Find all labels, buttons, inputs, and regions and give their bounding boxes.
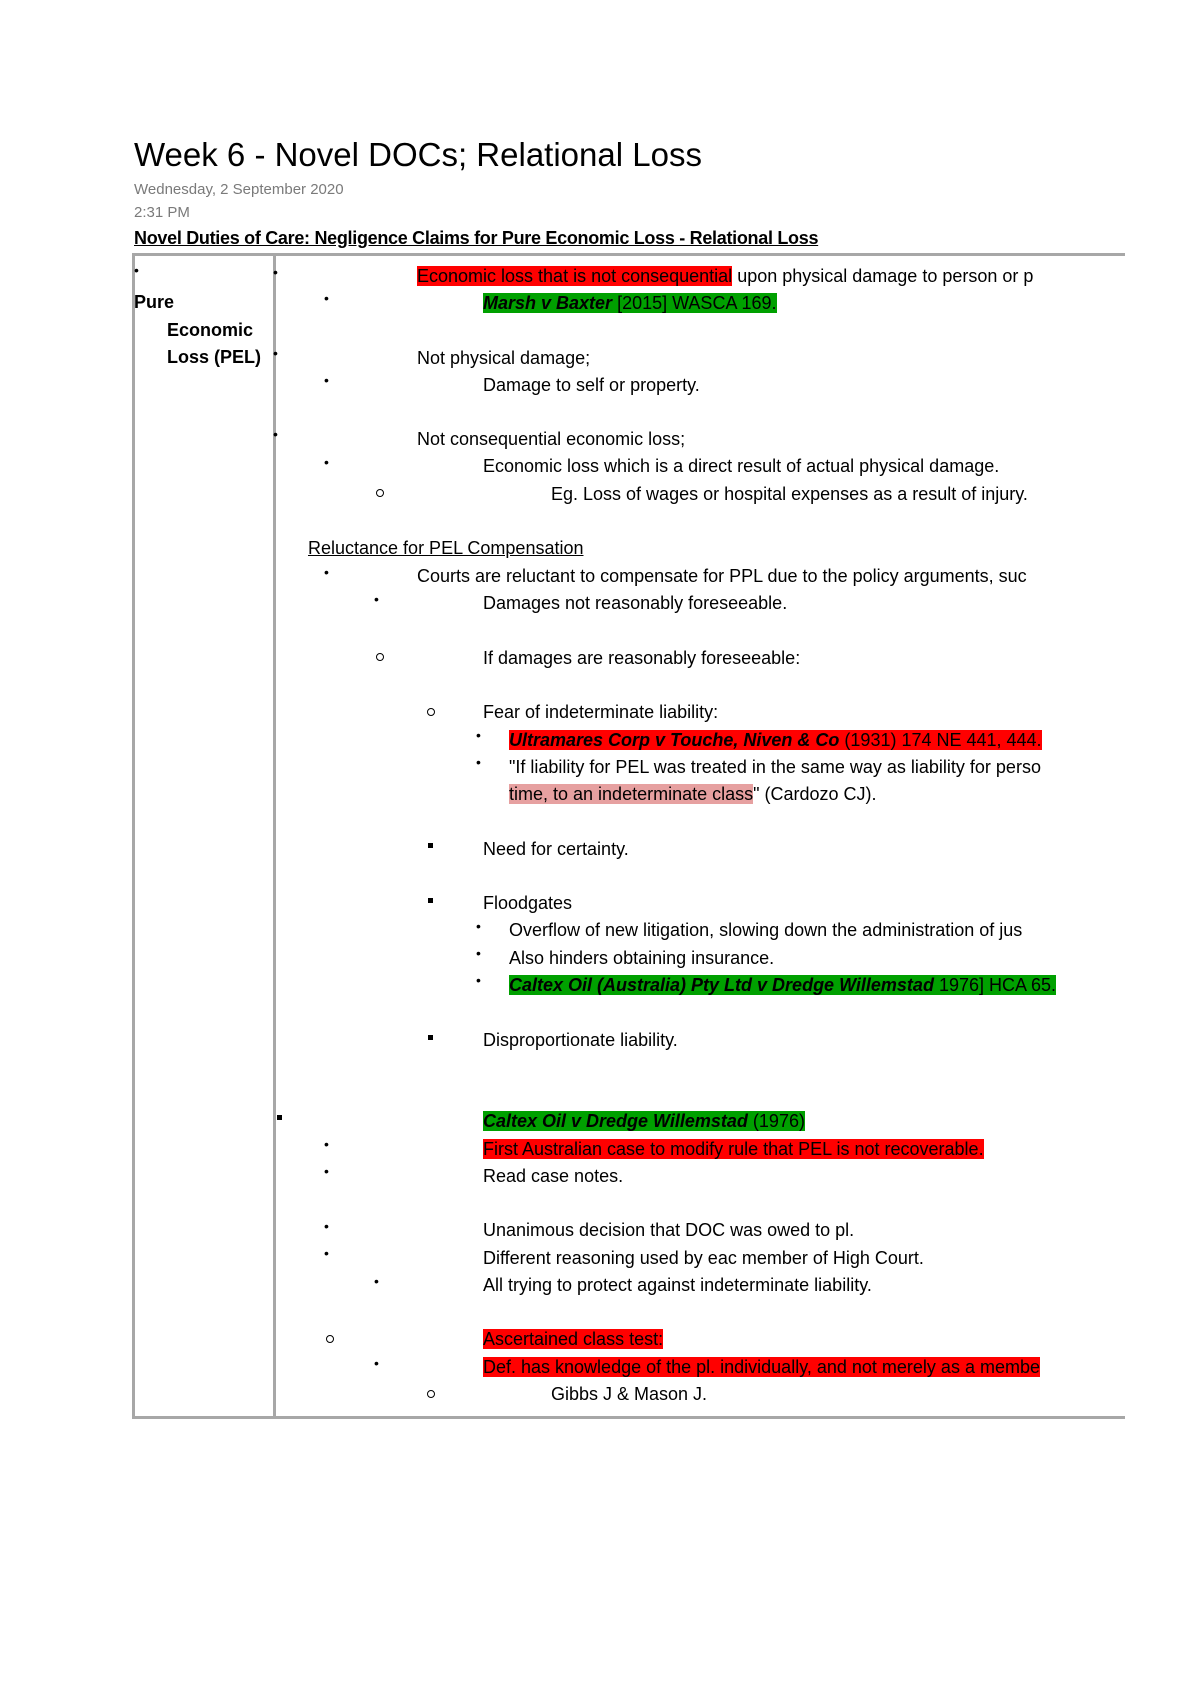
case-name: Caltex Oil (Australia) Pty Ltd v Dredge Willemstad bbox=[509, 975, 934, 995]
bullet-dot: • bbox=[476, 972, 481, 988]
note-line: Damage to self or property. bbox=[483, 375, 700, 395]
bullet-dot: • bbox=[273, 345, 278, 361]
bullet-dot: • bbox=[273, 426, 278, 442]
subheading: Reluctance for PEL Compensation bbox=[308, 538, 584, 558]
note-line: Need for certainty. bbox=[483, 839, 629, 859]
highlight-red: Economic loss that is not consequential bbox=[417, 266, 733, 286]
note-line: If damages are reasonably foreseeable: bbox=[483, 648, 801, 668]
highlight-green bbox=[483, 1111, 805, 1131]
section-heading: Novel Duties of Care: Negligence Claims for Pure Economic Loss - Relational Loss bbox=[134, 228, 819, 248]
bullet-square bbox=[428, 898, 433, 903]
note-line: Not physical damage; bbox=[417, 348, 591, 368]
note-line bbox=[483, 1355, 1040, 1379]
topic-line-2: Economic bbox=[167, 319, 254, 340]
topic-line-1: Pure bbox=[134, 292, 175, 312]
bullet-dot: • bbox=[324, 290, 329, 306]
bullet-dot: • bbox=[374, 591, 379, 607]
highlight-red: Ascertained class test: bbox=[483, 1329, 664, 1349]
highlight-green bbox=[483, 293, 777, 313]
bullet-dot: • bbox=[476, 727, 481, 743]
bullet-circle bbox=[326, 1335, 334, 1343]
bullet-dot: • bbox=[476, 945, 481, 961]
case-citation bbox=[509, 728, 1042, 752]
case-cite: (1976) bbox=[747, 1111, 805, 1131]
quote-end: " (Cardozo CJ). bbox=[753, 784, 877, 804]
page-time: 2:31 PM bbox=[134, 204, 190, 221]
bullet-dot: • bbox=[324, 372, 329, 388]
note-line: Courts are reluctant to compensate for PPL due to the policy arguments, suc bbox=[417, 566, 1027, 586]
topic-cell bbox=[134, 263, 261, 372]
note-line: Read case notes. bbox=[483, 1166, 624, 1186]
note-line: Floodgates bbox=[483, 893, 573, 913]
bullet-circle bbox=[427, 1390, 435, 1398]
bullet-dot: • bbox=[134, 262, 139, 278]
note-line: Also hinders obtaining insurance. bbox=[509, 948, 775, 968]
bullet-dot: • bbox=[273, 264, 278, 280]
quote-line bbox=[509, 782, 877, 806]
note-text: upon physical damage to person or p bbox=[732, 266, 1034, 286]
highlight-red: First Australian case to modify rule that PEL is not recoverable. bbox=[483, 1139, 984, 1159]
bullet-dot: • bbox=[374, 1355, 379, 1371]
page-title: Week 6 - Novel DOCs; Relational Loss bbox=[134, 136, 702, 173]
bullet-dot: • bbox=[324, 564, 329, 580]
case-cite: (1931) 174 NE 441, 444. bbox=[839, 730, 1042, 750]
bullet-circle bbox=[376, 653, 384, 661]
bullet-dot: • bbox=[374, 1273, 379, 1289]
note-line: Economic loss which is a direct result of actual physical damage. bbox=[483, 456, 1000, 476]
note-line: Overflow of new litigation, slowing down the administration of jus bbox=[509, 920, 1023, 940]
bullet-square bbox=[277, 1115, 282, 1120]
note-line: All trying to protect against indeterminate liability. bbox=[483, 1275, 872, 1295]
highlight-pink: time, to an indeterminate class bbox=[509, 784, 754, 804]
note-line: Not consequential economic loss; bbox=[417, 429, 686, 449]
bullet-dot: • bbox=[324, 1163, 329, 1179]
bullet-circle bbox=[427, 708, 435, 716]
note-line bbox=[417, 264, 1033, 288]
case-citation bbox=[509, 973, 1056, 997]
topic-line-3: Loss (PEL) bbox=[167, 347, 262, 367]
case-citation bbox=[483, 291, 777, 315]
quote-line: "If liability for PEL was treated in the same way as liability for perso bbox=[509, 757, 1041, 777]
bullet-dot: • bbox=[324, 454, 329, 470]
case-name: Caltex Oil v Dredge Willemstad bbox=[483, 1111, 748, 1131]
case-name: Ultramares Corp v Touche, Niven & Co bbox=[509, 730, 840, 750]
note-line: Disproportionate liability. bbox=[483, 1030, 678, 1050]
highlight-red: Def. has knowledge of the pl. individually, and not merely as a membe bbox=[483, 1357, 1040, 1377]
note-line: Eg. Loss of wages or hospital expenses as a result of injury. bbox=[551, 484, 1028, 504]
case-cite: 1976] HCA 65. bbox=[933, 975, 1057, 995]
note-line: Fear of indeterminate liability: bbox=[483, 702, 719, 722]
bullet-circle bbox=[376, 489, 384, 497]
note-line: Different reasoning used by eac member of High Court. bbox=[483, 1248, 924, 1268]
case-name: Marsh v Baxter bbox=[483, 293, 613, 313]
case-cite: [2015] WASCA 169. bbox=[612, 293, 777, 313]
highlight-green bbox=[509, 975, 1056, 995]
note-line: Gibbs J & Mason J. bbox=[551, 1384, 708, 1404]
bullet-dot: • bbox=[324, 1136, 329, 1152]
case-citation bbox=[483, 1109, 805, 1133]
note-line: Damages not reasonably foreseeable. bbox=[483, 593, 788, 613]
note-line bbox=[483, 1327, 663, 1351]
bullet-square bbox=[428, 843, 433, 848]
bullet-dot: • bbox=[476, 918, 481, 934]
note-line: Unanimous decision that DOC was owed to pl. bbox=[483, 1220, 855, 1240]
bullet-dot: • bbox=[324, 1245, 329, 1261]
bullet-square bbox=[428, 1035, 433, 1040]
bullet-dot: • bbox=[476, 754, 481, 770]
bullet-dot: • bbox=[324, 1218, 329, 1234]
note-line bbox=[483, 1137, 984, 1161]
highlight-red bbox=[509, 730, 1042, 750]
page-date: Wednesday, 2 September 2020 bbox=[134, 181, 344, 198]
